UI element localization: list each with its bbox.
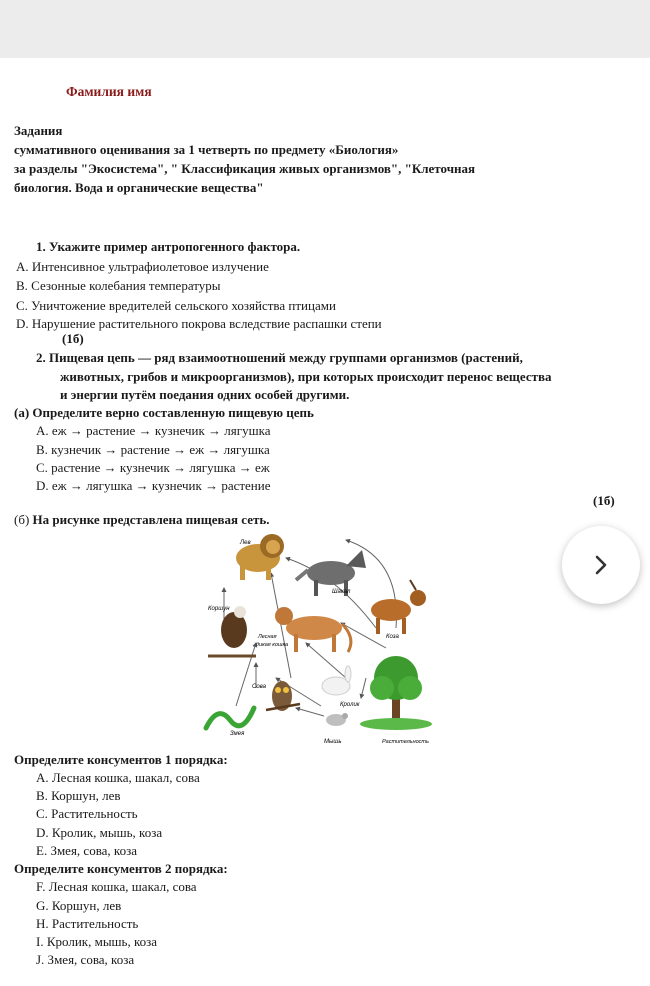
chevron-right-icon [589, 553, 613, 577]
student-name: Фамилия имя [66, 84, 152, 99]
q1-option: D. Нарушение растительного покрова вследствие распашки степи [16, 316, 382, 331]
q2-option: C. растение → кузнечик → лягушка → еж [36, 460, 270, 475]
q2-option: A. еж → растение → кузнечик → лягушка [36, 423, 271, 438]
mouse-label: Мышь [324, 739, 342, 745]
consumers2-option: J. Змея, сова, коза [36, 952, 135, 967]
consumers1-option: D. Кролик, мышь, коза [36, 825, 163, 840]
title-line-3: за разделы "Экосистема", " Классификация живых организмов", "Клеточная [14, 161, 476, 176]
consumers2-option: I. Кролик, мышь, коза [36, 934, 158, 949]
consumers2-option: F. Лесная кошка, шакал, сова [36, 879, 197, 894]
next-page-button[interactable] [562, 526, 640, 604]
title-line-2: суммативного оценивания за 1 четверть по предмету «Биология» [14, 142, 399, 157]
kite-label: Коршун [208, 606, 230, 612]
title-line-1: Задания [14, 123, 63, 138]
snake-image [206, 708, 254, 728]
q2-part-b-prefix: (б) [14, 512, 33, 527]
plants-image [360, 656, 432, 730]
q2-option: D. еж → лягушка → кузнечик → растение [36, 478, 271, 493]
owl-label: Сова [252, 684, 267, 690]
rabbit-label: Кролик [340, 702, 360, 708]
q2-points: (1б) [593, 493, 615, 508]
plants-label: Растительность [382, 739, 429, 745]
wildcat-label-2: дикая кошка [256, 642, 289, 648]
q1-option: B. Сезонные колебания температуры [16, 278, 221, 293]
q2-text-line-1: 2. Пищевая цепь — ряд взаимоотношений между группами организмов (растений, [36, 350, 523, 365]
q1-option: C. Уничтожение вредителей сельского хозяйства птицами [16, 298, 336, 313]
q2-part-b-text: На рисунке представлена пищевая сеть. [32, 512, 270, 527]
jackal-image [296, 550, 366, 596]
jackal-label: Шакал [332, 589, 351, 595]
consumers1-option: A. Лесная кошка, шакал, сова [36, 770, 200, 785]
title-line-4: биология. Вода и органические вещества" [14, 180, 264, 195]
snake-label: Змея [230, 731, 245, 737]
consumers2-option: H. Растительность [36, 916, 139, 931]
owl-image [266, 681, 300, 711]
q2-part-a: (а) Определите верно составленную пищевую цепь [14, 405, 314, 420]
mouse-image [326, 713, 348, 726]
consumers1-heading: Определите консументов 1 порядка: [14, 752, 228, 767]
q2-text-line-3: и энергии путём поедания одних особей другими. [60, 387, 350, 402]
food-web-diagram [196, 528, 444, 746]
q2-option: B. кузнечик → растение → еж → лягушка [36, 442, 270, 457]
kite-image [208, 606, 256, 656]
goat-image [371, 580, 426, 634]
consumers1-option: B. Коршун, лев [36, 788, 121, 803]
wildcat-label-1: Лесная [258, 634, 277, 640]
document-page [0, 58, 650, 986]
consumers1-option: E. Змея, сова, коза [36, 843, 137, 858]
q2-part-b [14, 512, 270, 528]
q1-points: (1б) [62, 331, 84, 346]
consumers2-heading: Определите консументов 2 порядка: [14, 861, 228, 876]
q1-option: A. Интенсивное ультрафиолетовое излучение [16, 259, 269, 274]
q2-text-line-2: животных, грибов и микроорганизмов), при которых происходит перенос вещества [60, 369, 552, 384]
consumers2-option: G. Коршун, лев [36, 898, 122, 913]
top-bar [0, 0, 650, 58]
q1-question: 1. Укажите пример антропогенного фактора. [36, 239, 301, 254]
lion-label: Лев [240, 540, 251, 546]
consumers1-option: C. Растительность [36, 806, 138, 821]
goat-label: Коза [386, 634, 399, 640]
